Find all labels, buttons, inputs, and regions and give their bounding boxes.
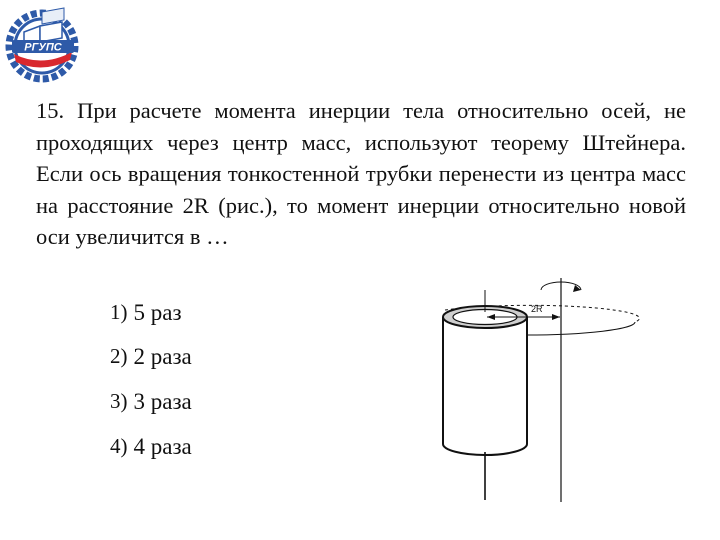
university-logo	[2, 2, 84, 86]
option-3-label: 3 раза	[133, 389, 192, 414]
rotation-ellipse-front	[525, 322, 635, 335]
option-3[interactable]	[110, 389, 192, 415]
option-2-label: 2 раза	[133, 344, 192, 369]
question-text: 15. При расчете момента инерции тела относительно осей, не проходящих через центр масс, используют теорему Штейнера. Если ось вращения тонкостенной трубки перенести из центра масс на расстояние 2R (рис.), то момент инерции относительно новой оси увеличится в …	[36, 98, 686, 249]
option-2-number: 2)	[110, 344, 128, 368]
logo-text: РГУПС	[24, 41, 62, 54]
option-4-number: 4)	[110, 434, 128, 458]
option-3-number: 3)	[110, 389, 128, 413]
tube-figure	[415, 272, 655, 507]
option-1-label: 5 раз	[133, 300, 182, 325]
option-1[interactable]	[110, 300, 182, 326]
option-1-number: 1)	[110, 300, 128, 324]
option-4[interactable]	[110, 434, 192, 460]
option-2[interactable]	[110, 344, 192, 370]
option-4-label: 4 раза	[133, 434, 192, 459]
distance-label: 2R	[531, 304, 543, 314]
